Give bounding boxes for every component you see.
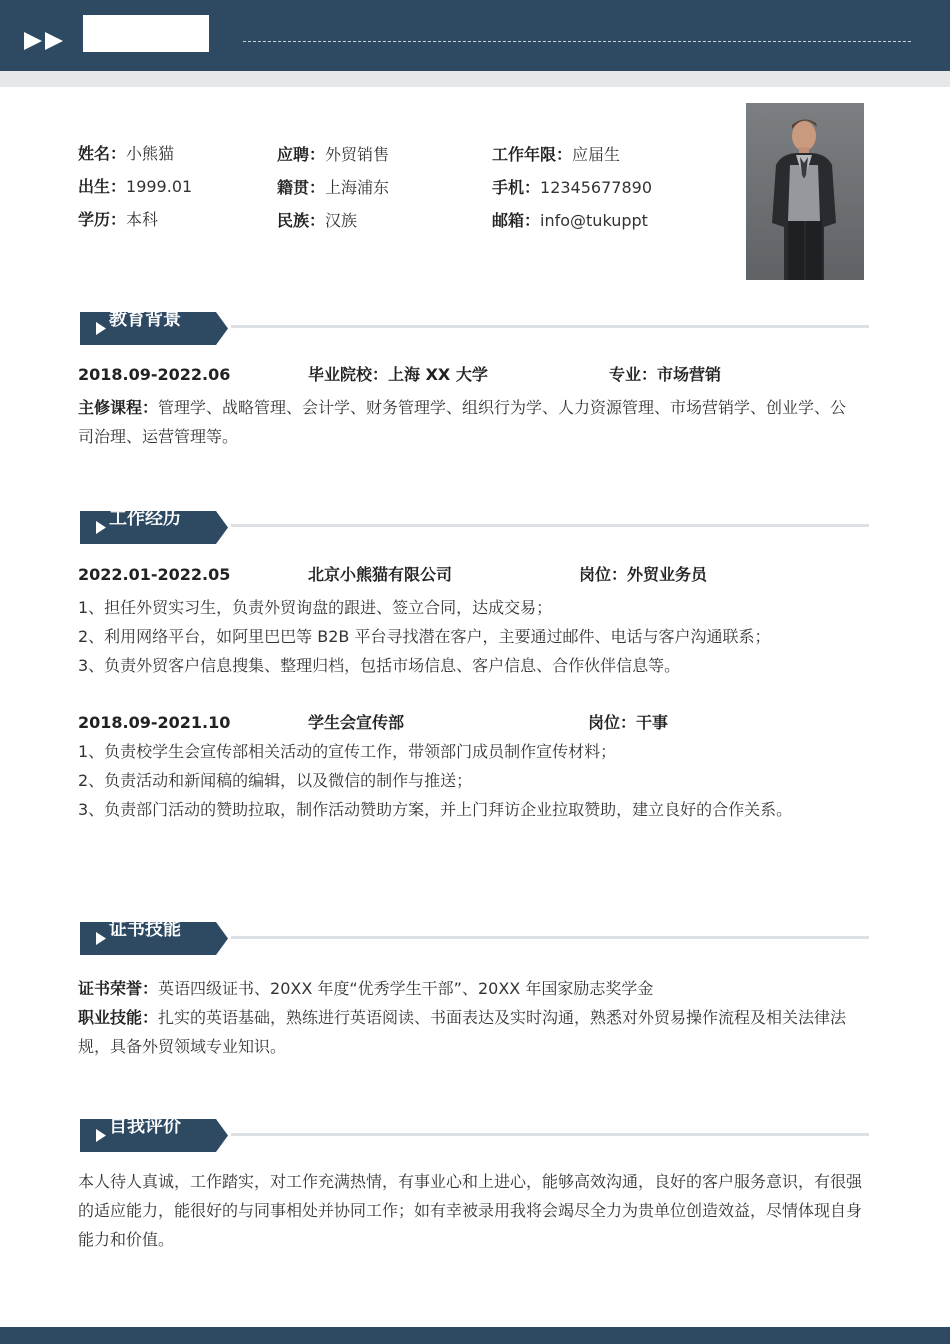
- section-divider: [231, 325, 869, 328]
- work2-period: 2018.09-2021.10: [78, 713, 231, 732]
- field-position: 应聘：外贸销售: [277, 145, 390, 164]
- header-dashed-line: [243, 41, 911, 42]
- work2-item: 1、负责校学生会宣传部相关活动的宣传工作，带领部门成员制作宣传材料；: [78, 742, 617, 761]
- edu-period: 2018.09-2022.06: [78, 365, 231, 384]
- work1-item: 2、利用网络平台，如阿里巴巴等 B2B 平台寻找潜在客户，主要通过邮件、电话与客户沟通联系；: [78, 627, 771, 646]
- skills-cert: 证书荣誉：英语四级证书、20XX 年度“优秀学生干部”、20XX 年国家励志奖学金: [78, 979, 654, 998]
- header-strip: [0, 71, 950, 87]
- field-ethnic: 民族：汉族: [277, 211, 358, 230]
- field-name: 姓名：小熊猫: [78, 144, 175, 163]
- section-title-self: 自我评价: [109, 1116, 181, 1137]
- work1-period: 2022.01-2022.05: [78, 565, 231, 584]
- field-email: 邮箱：info@tukuppt: [492, 211, 648, 230]
- section-divider: [231, 524, 869, 527]
- section-title-education: 教育背景: [109, 309, 181, 330]
- double-arrow-icon: [22, 30, 66, 52]
- edu-major: 专业：市场营销: [609, 365, 722, 384]
- field-education: 学历：本科: [78, 210, 159, 229]
- field-origin: 籍贯：上海浦东: [277, 178, 390, 197]
- work2-org: 学生会宣传部: [308, 713, 405, 732]
- field-phone: 手机：12345677890: [492, 178, 652, 197]
- logo-placeholder: [83, 15, 209, 52]
- footer-bar: [0, 1327, 950, 1344]
- work1-org: 北京小熊猫有限公司: [308, 565, 453, 584]
- section-title-work: 工作经历: [109, 508, 181, 529]
- work2-item: 2、负责活动和新闻稿的编辑，以及微信的制作与推送；: [78, 771, 473, 790]
- profile-photo: [746, 103, 864, 280]
- field-birth: 出生：1999.01: [78, 177, 193, 196]
- field-years: 工作年限：应届生: [492, 145, 621, 164]
- section-title-skills: 证书技能: [109, 919, 181, 940]
- work1-item: 3、负责外贸客户信息搜集、整理归档，包括市场信息、客户信息、合作伙伴信息等。: [78, 656, 681, 675]
- edu-courses: 主修课程：管理学、战略管理、会计学、财务管理学、组织行为学、人力资源管理、市场营销学、创业学、公司治理、运营管理等。: [78, 398, 847, 446]
- edu-school: 毕业院校：上海 XX 大学: [308, 365, 488, 384]
- work2-role: 岗位：干事: [588, 713, 669, 732]
- section-divider: [231, 1133, 869, 1136]
- skills-professional: 职业技能：扎实的英语基础，熟练进行英语阅读、书面表达及实时沟通，熟悉对外贸易操作流程及相关法律法规，具备外贸领域专业知识。: [78, 1008, 847, 1056]
- work1-role: 岗位：外贸业务员: [579, 565, 708, 584]
- self-evaluation-text: 本人待人真诚，工作踏实，对工作充满热情，有事业心和上进心，能够高效沟通，良好的客户服务意识，有很强的适应能力，能很好的与同事相处并协同工作；如有幸被录用我将会竭尽全力为贵单位创造效益，尽情体现自身能力和价值。: [78, 1172, 863, 1249]
- section-divider: [231, 936, 869, 939]
- work2-item: 3、负责部门活动的赞助拉取，制作活动赞助方案，并上门拜访企业拉取赞助，建立良好的合作关系。: [78, 800, 793, 819]
- work1-item: 1、担任外贸实习生，负责外贸询盘的跟进、签立合同，达成交易；: [78, 598, 553, 617]
